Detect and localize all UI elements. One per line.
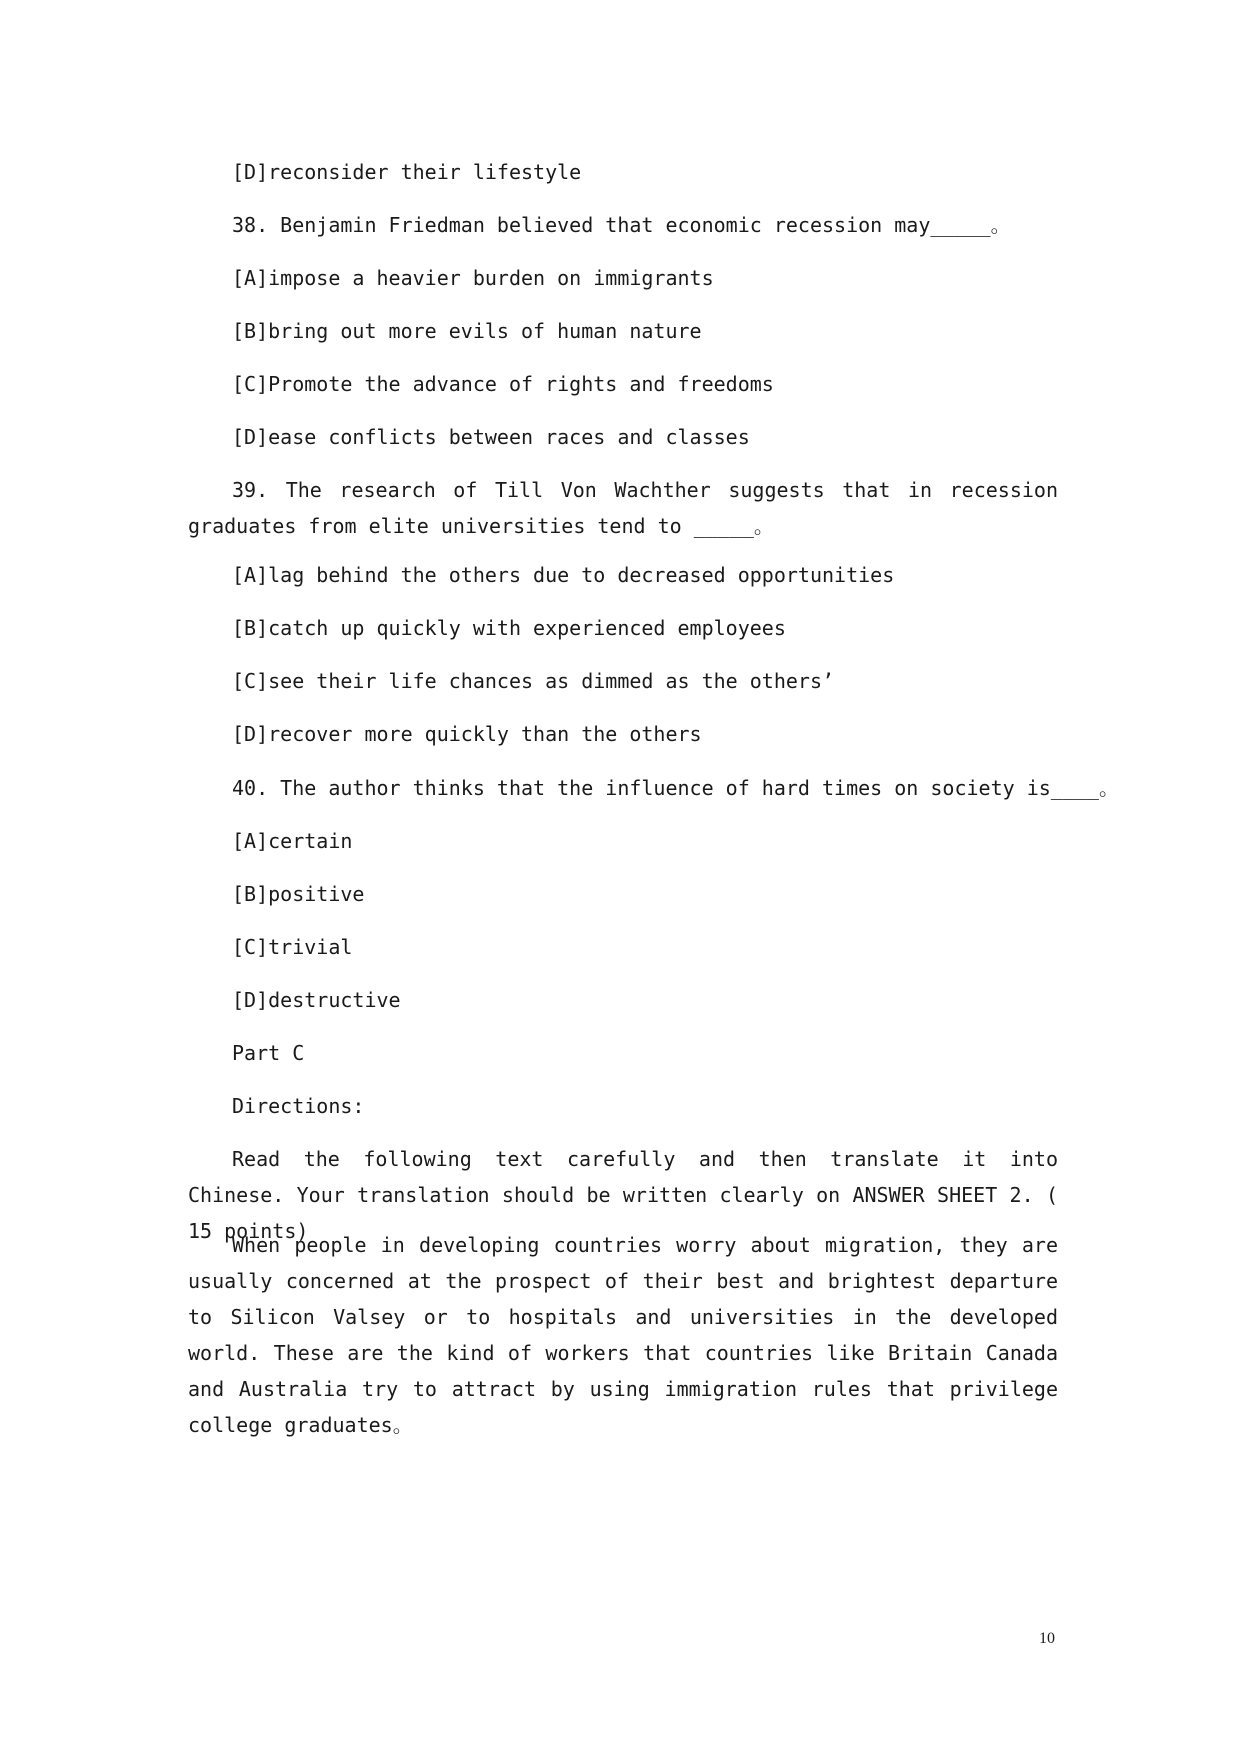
question-39: 39. The research of Till Von Wachther suggests that in recession graduates from elite universities tend to _____。: [188, 478, 1058, 538]
q38-option-a: [A]impose a heavier burden on immigrants: [232, 266, 714, 290]
q38-option-c: [C]Promote the advance of rights and freedoms: [232, 372, 774, 396]
question-40: 40. The author thinks that the influence of hard times on society is____。: [232, 776, 1119, 800]
question-38: 38. Benjamin Friedman believed that economic recession may_____。: [232, 213, 1011, 237]
q39-option-a: [A]lag behind the others due to decreased opportunities: [232, 563, 895, 587]
q40-option-a: [A]certain: [232, 829, 353, 853]
q37-option-d: [D]reconsider their lifestyle: [232, 160, 582, 184]
directions-text: Read the following text carefully and then translate it into Chinese. Your translation should be written clearly on ANSWER SHEET 2. ( 15 points): [188, 1147, 1058, 1243]
q39-option-c: [C]see their life chances as dimmed as the others’: [232, 669, 835, 693]
q38-option-b: [B]bring out more evils of human nature: [232, 319, 702, 343]
q40-option-b: [B]positive: [232, 882, 365, 906]
q39-option-b: [B]catch up quickly with experienced employees: [232, 616, 786, 640]
translation-passage: When people in developing countries worry about migration, they are usually concerned at the prospect of their best and brightest departure to Silicon Valsey or to hospitals and universities in the developed world. These are the kind of workers that countries like Britain Canada and Australia try to attract by using immigration rules that privilege college graduates。: [188, 1233, 1058, 1437]
q39-option-d: [D]recover more quickly than the others: [232, 722, 702, 746]
page-number: 10: [1039, 1630, 1055, 1647]
q38-option-d: [D]ease conflicts between races and classes: [232, 425, 750, 449]
q40-option-d: [D]destructive: [232, 988, 401, 1012]
q40-option-c: [C]trivial: [232, 935, 353, 959]
part-c-heading: Part C: [232, 1041, 305, 1065]
directions-label: Directions:: [232, 1094, 365, 1118]
